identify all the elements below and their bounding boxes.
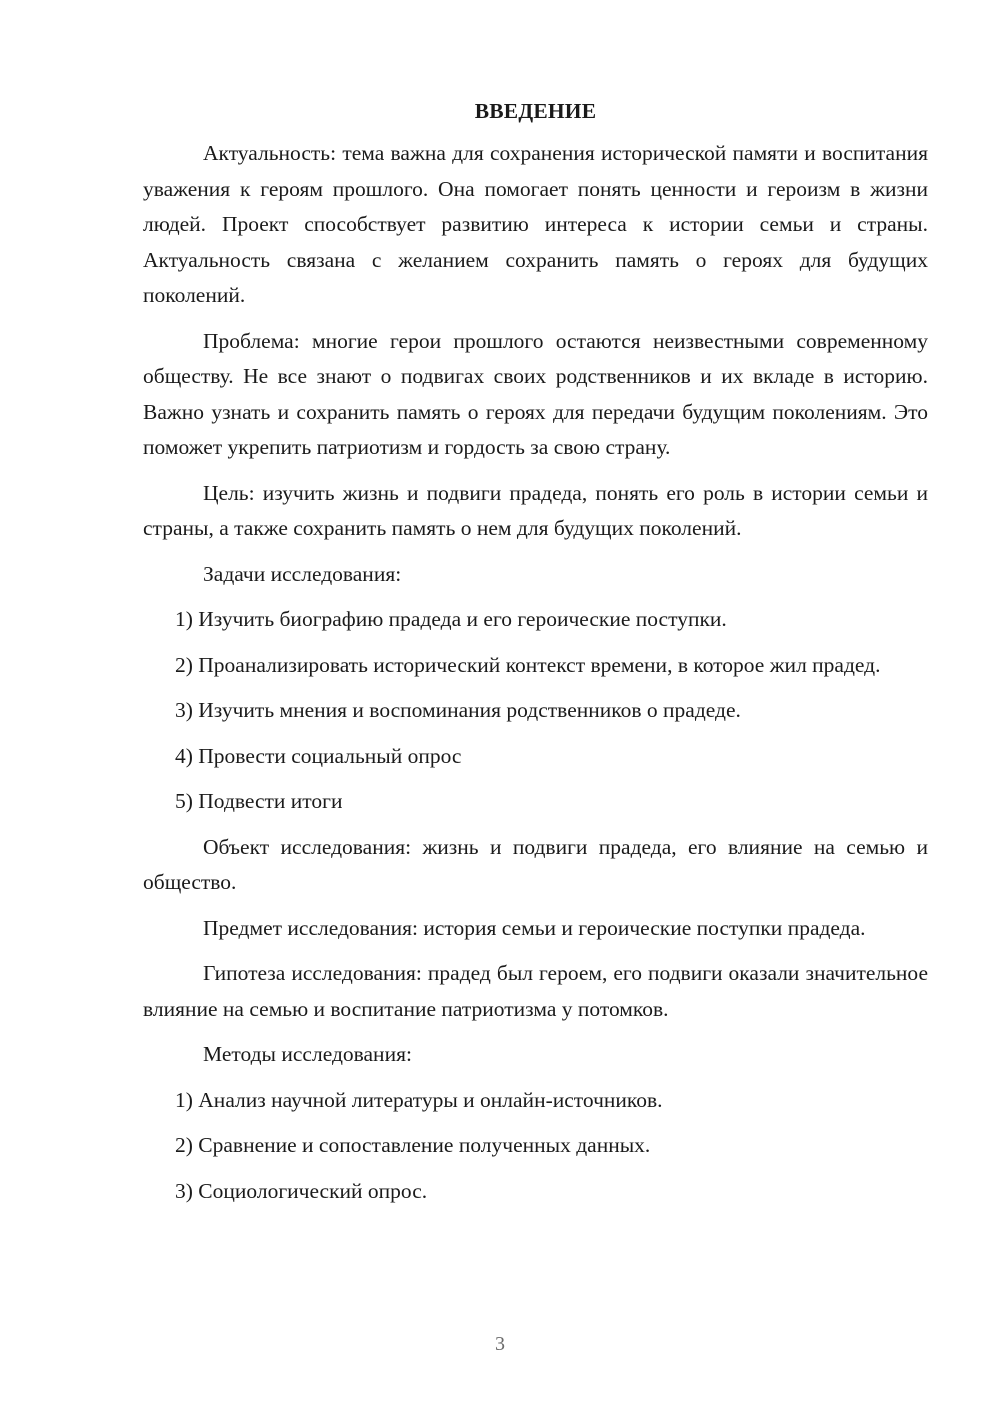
method-item: 1) Анализ научной литературы и онлайн-источников. xyxy=(175,1087,663,1112)
problem-paragraph: Проблема: многие герои прошлого остаются неизвестными современному обществу. Не все знают о подвигах своих родственников и их вкладе в историю. Важно узнать и сохранить память о героях для передачи будущим поколениям. Это поможет укрепить патриотизм и гордость за свою страну. xyxy=(143,328,928,459)
methods-heading: Методы исследования: xyxy=(203,1042,412,1066)
task-item: 1) Изучить биографию прадеда и его героические поступки. xyxy=(175,607,727,631)
goal-paragraph: Цель: изучить жизнь и подвиги прадеда, понять его роль в истории семьи и страны, а также сохранить память о нем для будущих поколений. xyxy=(143,480,928,540)
section-title: ВВЕДЕНИЕ xyxy=(474,99,597,123)
tasks-heading: Задачи исследования: xyxy=(203,561,402,586)
subject-paragraph: Предмет исследования: история семьи и героические поступки прадеда. xyxy=(203,915,866,940)
object-paragraph: Объект исследования: жизнь и подвиги прадеда, его влияние на семью и общество. xyxy=(143,834,928,894)
task-item: 5) Подвести итоги xyxy=(175,789,343,813)
method-item: 3) Социологический опрос. xyxy=(175,1178,428,1203)
document-page xyxy=(143,96,928,1219)
method-item: 2) Сравнение и сопоставление полученных данных. xyxy=(175,1133,651,1157)
task-item: 2) Проанализировать исторический контекст времени, в которое жил прадед. xyxy=(175,652,881,677)
task-item: 3) Изучить мнения и воспоминания родственников о прадеде. xyxy=(175,698,741,722)
page-number: 3 xyxy=(495,1333,505,1355)
task-item: 4) Провести социальный опрос xyxy=(175,743,462,768)
hypothesis-paragraph: Гипотеза исследования: прадед был героем, его подвиги оказали значительное влияние на семью и воспитание патриотизма у потомков. xyxy=(143,961,928,1021)
relevance-paragraph: Актуальность: тема важна для сохранения исторической памяти и воспитания уважения к героям прошлого. Она помогает понять ценности и героизм в жизни людей. Проект способствует развитию интереса к истории семьи и страны. Актуальность связана с желанием сохранить память о героях для будущих поколений. xyxy=(143,141,928,307)
